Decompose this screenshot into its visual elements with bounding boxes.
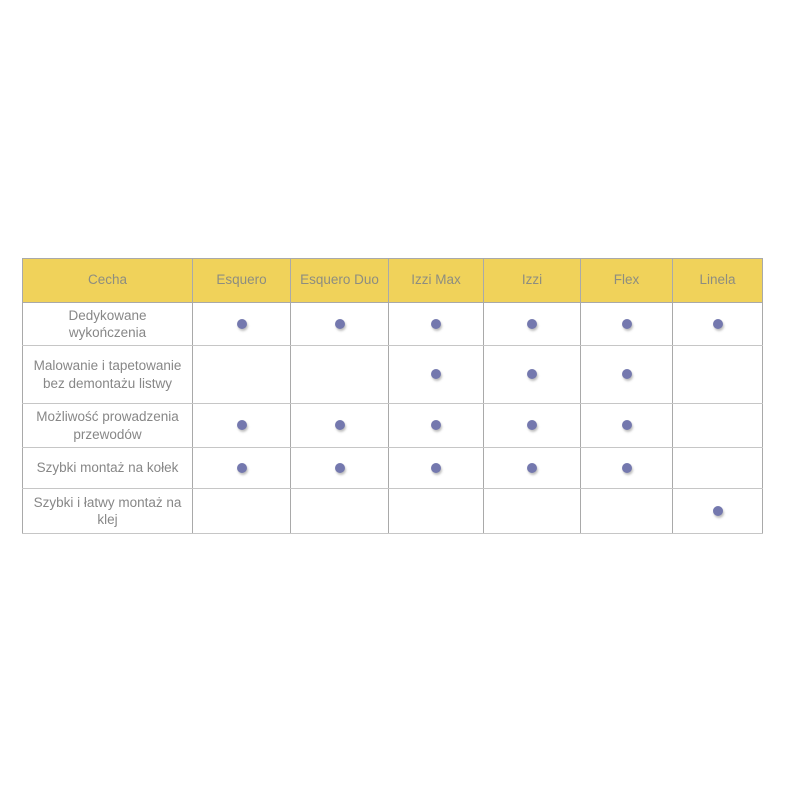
check-dot-icon	[622, 463, 632, 473]
value-cell	[193, 448, 291, 489]
check-dot-icon	[237, 420, 247, 430]
value-cell	[673, 346, 763, 404]
value-cell	[389, 448, 484, 489]
table-row	[23, 404, 763, 448]
check-dot-icon	[431, 463, 441, 473]
feature-column-header: Cecha	[23, 259, 193, 303]
product-column-header: Izzi Max	[389, 259, 484, 303]
value-cell	[673, 489, 763, 534]
value-cell	[673, 404, 763, 448]
feature-cell: Możliwość prowadzenia przewodów	[23, 404, 193, 448]
check-dot-icon	[431, 319, 441, 329]
value-cell	[193, 346, 291, 404]
check-dot-icon	[335, 420, 345, 430]
feature-cell: Malowanie i tapetowanie bez demontażu listwy	[23, 346, 193, 404]
value-cell	[193, 489, 291, 534]
table-body	[23, 303, 763, 534]
check-dot-icon	[237, 319, 247, 329]
comparison-table	[22, 258, 763, 534]
product-column-header: Linela	[673, 259, 763, 303]
product-column-header: Esquero Duo	[291, 259, 389, 303]
value-cell	[673, 448, 763, 489]
table-row	[23, 489, 763, 534]
value-cell	[484, 404, 581, 448]
check-dot-icon	[431, 369, 441, 379]
value-cell	[484, 489, 581, 534]
value-cell	[484, 448, 581, 489]
value-cell	[484, 346, 581, 404]
value-cell	[291, 489, 389, 534]
table-row	[23, 303, 763, 346]
value-cell	[291, 303, 389, 346]
value-cell	[389, 346, 484, 404]
check-dot-icon	[622, 420, 632, 430]
value-cell	[389, 489, 484, 534]
value-cell	[581, 489, 673, 534]
check-dot-icon	[335, 463, 345, 473]
value-cell	[389, 404, 484, 448]
value-cell	[291, 346, 389, 404]
check-dot-icon	[713, 506, 723, 516]
feature-cell: Dedykowane wykończenia	[23, 303, 193, 346]
check-dot-icon	[622, 369, 632, 379]
value-cell	[291, 448, 389, 489]
value-cell	[389, 303, 484, 346]
product-column-header: Flex	[581, 259, 673, 303]
check-dot-icon	[527, 369, 537, 379]
value-cell	[581, 346, 673, 404]
value-cell	[581, 404, 673, 448]
value-cell	[291, 404, 389, 448]
value-cell	[581, 303, 673, 346]
check-dot-icon	[527, 420, 537, 430]
check-dot-icon	[237, 463, 247, 473]
feature-cell: Szybki i łatwy montaż na klej	[23, 489, 193, 534]
header-row	[23, 259, 763, 303]
table-row	[23, 346, 763, 404]
product-column-header: Izzi	[484, 259, 581, 303]
feature-cell: Szybki montaż na kołek	[23, 448, 193, 489]
check-dot-icon	[335, 319, 345, 329]
value-cell	[484, 303, 581, 346]
check-dot-icon	[431, 420, 441, 430]
value-cell	[193, 404, 291, 448]
table-row	[23, 448, 763, 489]
value-cell	[581, 448, 673, 489]
product-column-header: Esquero	[193, 259, 291, 303]
check-dot-icon	[713, 319, 723, 329]
check-dot-icon	[527, 463, 537, 473]
check-dot-icon	[622, 319, 632, 329]
check-dot-icon	[527, 319, 537, 329]
value-cell	[193, 303, 291, 346]
table-header	[23, 259, 763, 303]
value-cell	[673, 303, 763, 346]
